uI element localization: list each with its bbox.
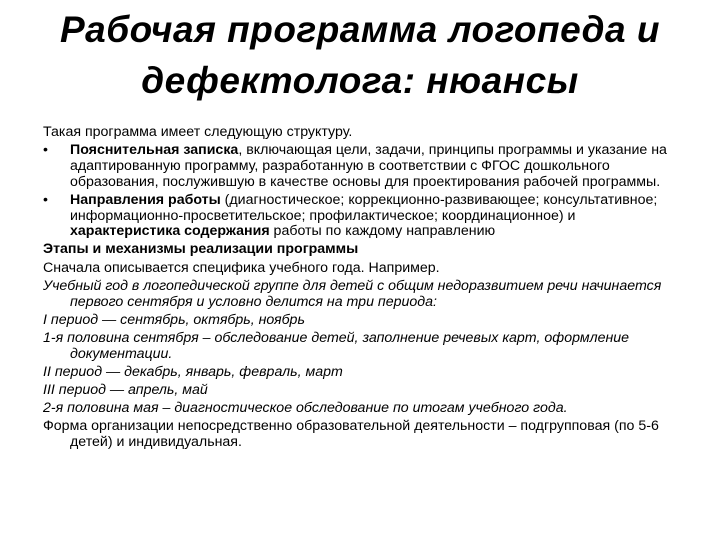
title-line-1: Рабочая программа логопеда и: [60, 9, 660, 50]
september-paragraph: 1-я половина сентября – обследование детей, заполнение речевых карт, оформление документации.: [43, 329, 630, 362]
work-directions-tail: работы по каждому направлению: [269, 223, 496, 240]
explanatory-note-text: , включающая цели, задачи, принципы программы и указание на адаптированную программу, разработанную в соответствии с ФГОС дошкольного образования, послужившую в качестве основы для проектирования рабочей программы.: [70, 142, 667, 190]
may-paragraph: 2-я половина мая – диагностическое обследование по итогам учебного года.: [43, 400, 568, 417]
period-1: I период — сентябрь, октябрь, ноябрь: [43, 311, 305, 328]
slide-title: [30, 4, 690, 106]
work-directions-term: Направления работы: [70, 191, 221, 208]
period-3: III период — апрель, май: [43, 382, 208, 399]
content-characteristics-term: характеристика содержания: [70, 223, 270, 240]
school-year-paragraph: Учебный год в логопедической группе для детей с общим недоразвитием речи начинается первого сентября и условно делится на три периода:: [43, 277, 662, 310]
explanatory-note-term: Пояснительная записка: [70, 142, 239, 159]
period-2: II период — декабрь, январь, февраль, март: [43, 363, 343, 380]
slide-body: [43, 125, 683, 453]
specifics-paragraph: Сначала описывается специфика учебного года. Например.: [43, 259, 440, 276]
stages-heading: Этапы и механизмы реализации программы: [43, 241, 359, 258]
bullet-work-directions: [43, 193, 683, 240]
bullet-icon: •: [43, 142, 48, 159]
bullet-explanatory-note: [43, 143, 683, 190]
title-line-2: дефектолога: нюансы: [141, 60, 579, 101]
bullet-icon: •: [43, 191, 48, 208]
organization-form-paragraph: Форма организации непосредственно образовательной деятельности – подгрупповая (по 5-6 детей) и индивидуальная.: [43, 418, 659, 451]
intro-paragraph: Такая программа имеет следующую структуру.: [43, 124, 353, 140]
work-directions-text: (диагностическое; коррекционно-развивающее; консультативное; информационно-просветительское; профилактическое; координационное) и: [70, 191, 658, 224]
